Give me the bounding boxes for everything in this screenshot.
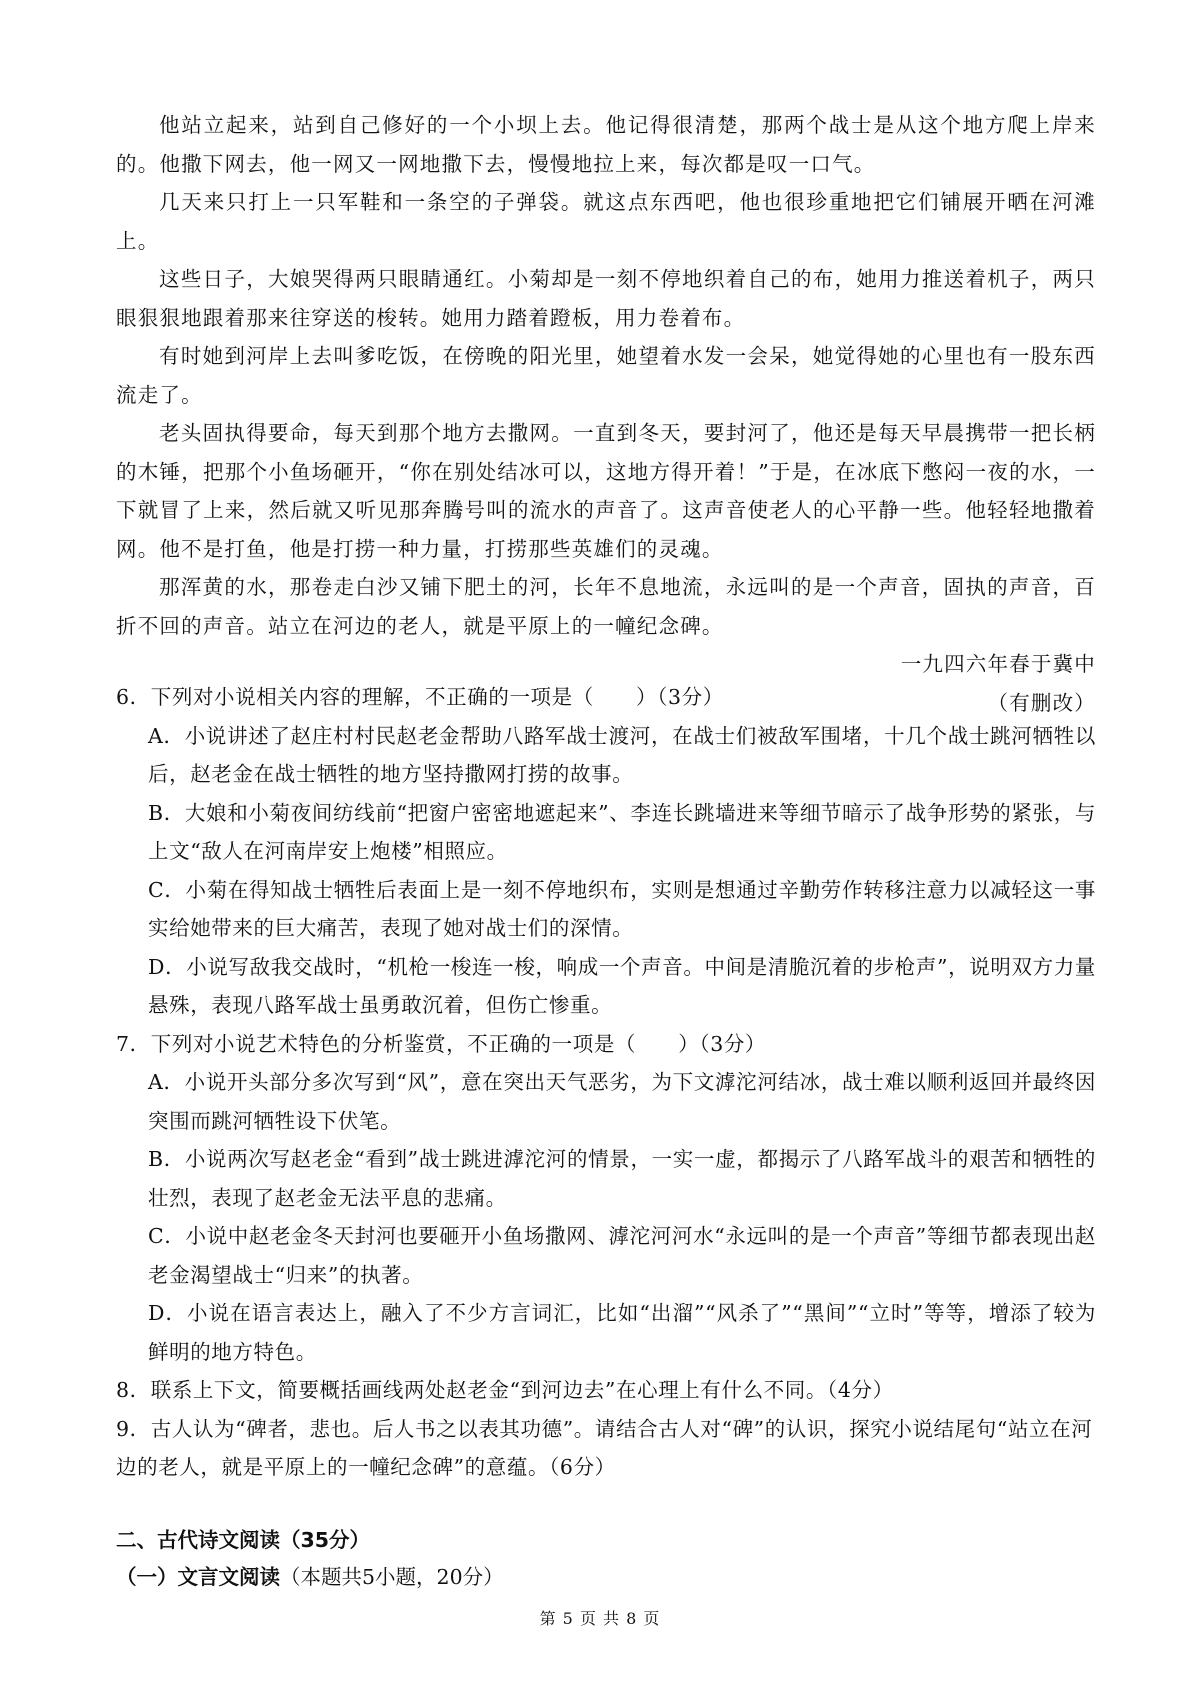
question-8 [116,1371,1096,1410]
option-d: D．小说写敌我交战时，“机枪一梭连一梭，响成一个声音。中间是清脆沉着的步枪声”，说明双方力量悬殊，表现八路军战士虽勇敢沉着，但伤亡惨重。 [148,954,1096,1017]
edit-note: （有删改） [987,690,1096,715]
option-d: D．小说在语言表达上，融入了不少方言词汇，比如“出溜”“风杀了”“黑间”“立时”等等，增添了较为鲜明的地方特色。 [148,1301,1096,1364]
section-classical-reading [116,1522,1096,1596]
paragraph: 老头固执得要命，每天到那个地方去撒网。一直到冬天，要封河了，他还是每天早晨携带一把长柄的木锤，把那个小鱼场砸开，“你在别处结冰可以，这地方得开着！”于是，在冰底下憋闷一夜的水，一下就冒了上来，然后就又听见那奔腾号叫的流水的声音了。这声音使老人的心平静一些。他轻轻地撒着网。他不是打鱼，他是打捞一种力量，打捞那些英雄们的灵魂。 [116,421,1096,561]
option-c: C．小说中赵老金冬天封河也要砸开小鱼场撒网、滹沱河河水“永远叫的是一个声音”等细节都表现出赵老金渴望战士“归来”的执著。 [148,1224,1096,1287]
subsection-title: （一）文言文阅读 [116,1565,280,1589]
paragraph: 那浑黄的水，那卷走白沙又铺下肥土的河，长年不息地流，永远叫的是一个声音，固执的声音，百折不回的声音。站立在河边的老人，就是平原上的一幢纪念碑。 [116,575,1096,638]
subsection-detail: （本题共5小题，20分） [280,1565,504,1589]
paragraph: 这些日子，大娘哭得两只眼睛通红。小菊却是一刻不停地织着自己的布，她用力推送着机子，两只眼狠狠地跟着那来往穿送的梭转。她用力踏着蹬板，用力卷着布。 [116,267,1096,330]
question-9 [116,1410,1096,1487]
paragraph: 有时她到河岸上去叫爹吃饭，在傍晚的阳光里，她望着水发一会呆，她觉得她的心里也有一股东西流走了。 [116,344,1096,407]
paragraph: 几天来只打上一只军鞋和一条空的子弹袋。就这点东西吧，他也很珍重地把它们铺展开晒在河滩上。 [116,190,1096,253]
option-c: C．小菊在得知战士牺牲后表面上是一刻不停地织布，实则是想通过辛勤劳作转移注意力以减轻这一事实给她带来的巨大痛苦，表现了她对战士们的深情。 [148,877,1096,940]
question-list [116,678,1096,1487]
option-b: B．小说两次写赵老金“看到”战士跳进滹沱河的情景，一实一虚，都揭示了八路军战斗的艰苦和牺牲的壮烈，表现了赵老金无法平息的悲痛。 [148,1147,1096,1210]
question-6 [116,678,1096,1025]
question-stem: 6．下列对小说相关内容的理解，不正确的一项是（ ）（3分） [116,685,724,709]
section-heading: 二、古代诗文阅读（35分） [116,1528,371,1552]
date-line: 一九四六年春于冀中 [900,652,1096,676]
option-a: A．小说讲述了赵庄村村民赵老金帮助八路军战士渡河，在战士们被敌军围堵，十几个战士跳河牺牲以后，赵老金在战士牺牲的地方坚持撒网打捞的故事。 [148,723,1096,786]
question-7 [116,1025,1096,1372]
page-number: 第 5 页 共 8 页 [539,1609,661,1628]
option-a: A．小说开头部分多次写到“风”，意在突出天气恶劣，为下文滹沱河结冰，战士难以顺利返回并最终因突围而跳河牺牲设下伏笔。 [148,1070,1096,1133]
option-b: B．大娘和小菊夜间纺线前“把窗户密密地遮起来”、李连长跳墙进来等细节暗示了战争形势的紧张，与上文“敌人在河南岸安上炮楼”相照应。 [148,800,1096,863]
novel-excerpt [116,106,1096,722]
question-stem: 7．下列对小说艺术特色的分析鉴赏，不正确的一项是（ ）（3分） [116,1031,767,1056]
subsection-heading [116,1559,1096,1596]
paragraph: 他站立起来，站到自己修好的一个小坝上去。他记得很清楚，那两个战士是从这个地方爬上岸来的。他撒下网去，他一网又一网地撒下去，慢慢地拉上来，每次都是叹一口气。 [116,113,1096,176]
question-stem: 9．古人认为“碑者，悲也。后人书之以表其功德”。请结合古人对“碑”的认识，探究小说结尾句“站立在河边的老人，就是平原上的一幢纪念碑”的意蕴。（6分） [116,1416,1093,1479]
question-stem: 8．联系上下文，简要概括画线两处赵老金“到河边去”在心理上有什么不同。（4分） [116,1378,894,1402]
